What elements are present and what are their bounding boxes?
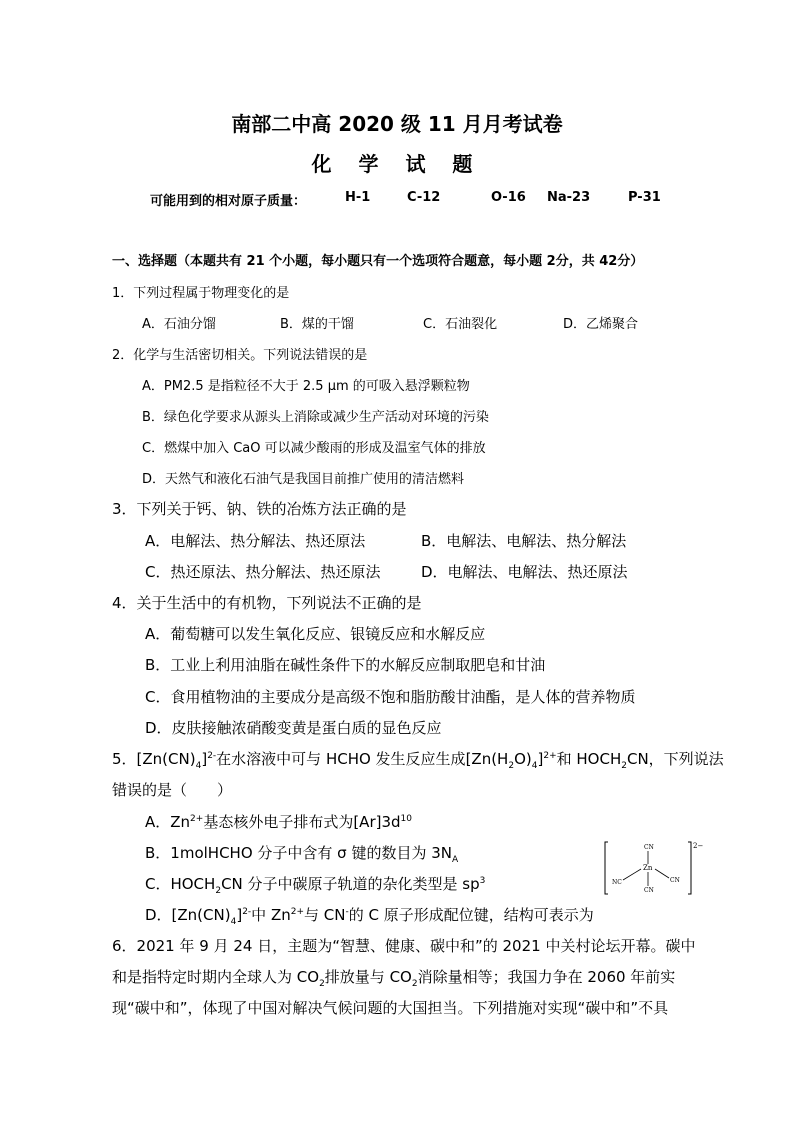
zn-complex-structure <box>603 840 704 896</box>
right-bracket <box>688 842 691 894</box>
q5-stem: 5．$[Zn(CN)_4]^{2-}$在水溶液中可与 HCHO 发生反应生成$[Zn(H_2O)_4]^{2+}$和 $HOCH_2CN$，下列说法 <box>112 750 724 771</box>
q1-option-a: A．石油分馏 <box>142 317 216 332</box>
q5-option-c: C．$HOCH_2CN$ 分子中碳原子轨道的杂化类型是 $sp^3$ <box>145 875 486 896</box>
q2-stem: 2．化学与生活密切相关。下列说法错误的是 <box>112 348 368 363</box>
ligand-bottom: CN <box>644 887 654 894</box>
q4-option-d: D．皮肤接触浓硝酸变黄是蛋白质的显色反应 <box>145 719 442 737</box>
q5-option-b: B．1molHCHO 分子中含有 σ 键的数目为 $3N_A$ <box>145 844 459 865</box>
section-heading: 一、选择题（本题共有 21 个小题，每小题只有一个选项符合题意，每小题 2分，共 42分） <box>112 254 644 269</box>
q1-option-d: D．乙烯聚合 <box>563 317 639 332</box>
q3-option-b: B．电解法、电解法、热分解法 <box>421 532 627 550</box>
atomic-masses-label: 可能用到的相对原子质量： <box>150 194 307 209</box>
q2-option-d: D．天然气和液化石油气是我国目前推广使用的清洁燃料 <box>142 472 465 487</box>
q2-option-c: C．燃煤中加入 CaO 可以减少酸雨的形成及温室气体的排放 <box>142 441 486 456</box>
q3-stem: 3．下列关于钙、钠、铁的冶炼方法正确的是 <box>112 500 407 518</box>
subject-title: 化 学 试 题 <box>311 152 483 176</box>
atomic-mass-na: Na-23 <box>547 190 591 205</box>
bond-left <box>623 869 641 880</box>
q6-line1: 6．2021 年 9 月 24 日，主题为“智慧、健康、碳中和”的 2021 中关村论坛开幕。碳中 <box>112 937 696 955</box>
ligand-top: CN <box>644 844 654 851</box>
q1-stem: 1．下列过程属于物理变化的是 <box>112 286 290 301</box>
q5-option-a: A．$Zn^{2+}$基态核外电子排布式为$[Ar]3d^{10}$ <box>145 813 412 831</box>
left-bracket <box>605 842 608 894</box>
structure-charge: 2− <box>693 842 704 850</box>
q5-stem-line2: 错误的是（ ） <box>112 781 233 799</box>
atomic-mass-c: C-12 <box>407 190 441 205</box>
structure-center: Zn <box>643 864 653 872</box>
q3-option-d: D．电解法、电解法、热还原法 <box>421 563 628 581</box>
q4-option-a: A．葡萄糖可以发生氧化反应、银镜反应和水解反应 <box>145 625 486 643</box>
exam-title: 南部二中高 2020 级 11 月月考试卷 <box>231 112 563 136</box>
ligand-left: NC <box>612 879 622 886</box>
q1-option-c: C．石油裂化 <box>423 317 498 332</box>
q5-option-d: D．$[Zn(CN)_4]^{2-}$中 $Zn^{2+}$与 CN-的 C 原子形成配位键，结构可表示为 <box>145 906 594 927</box>
q6-line3: 现“碳中和”，体现了中国对解决气候问题的大国担当。下列措施对实现“碳中和”不具 <box>112 999 669 1017</box>
q4-stem: 4．关于生活中的有机物，下列说法不正确的是 <box>112 594 422 612</box>
q1-option-b: B．煤的干馏 <box>280 317 354 332</box>
bond-right <box>655 869 669 878</box>
q2-option-b: B．绿色化学要求从源头上消除或减少生产活动对环境的污染 <box>142 410 489 425</box>
atomic-mass-o: O-16 <box>491 190 526 205</box>
atomic-mass-h: H-1 <box>345 190 371 205</box>
q6-line2: 和是指特定时期内全球人为 $CO_2$排放量与 $CO_2$消除量相等；我国力争在 2060 年前实 <box>112 968 676 989</box>
ligand-right: CN <box>670 877 680 884</box>
q2-option-a: A．PM2.5 是指粒径不大于 2.5 μm 的可吸入悬浮颗粒物 <box>142 379 470 394</box>
q4-option-c: C．食用植物油的主要成分是高级不饱和脂肪酸甘油酯，是人体的营养物质 <box>145 688 636 706</box>
q4-option-b: B．工业上利用油脂在碱性条件下的水解反应制取肥皂和甘油 <box>145 656 546 674</box>
q3-option-a: A．电解法、热分解法、热还原法 <box>145 532 366 550</box>
q3-option-c: C．热还原法、热分解法、热还原法 <box>145 563 381 581</box>
atomic-mass-p: P-31 <box>628 190 661 205</box>
